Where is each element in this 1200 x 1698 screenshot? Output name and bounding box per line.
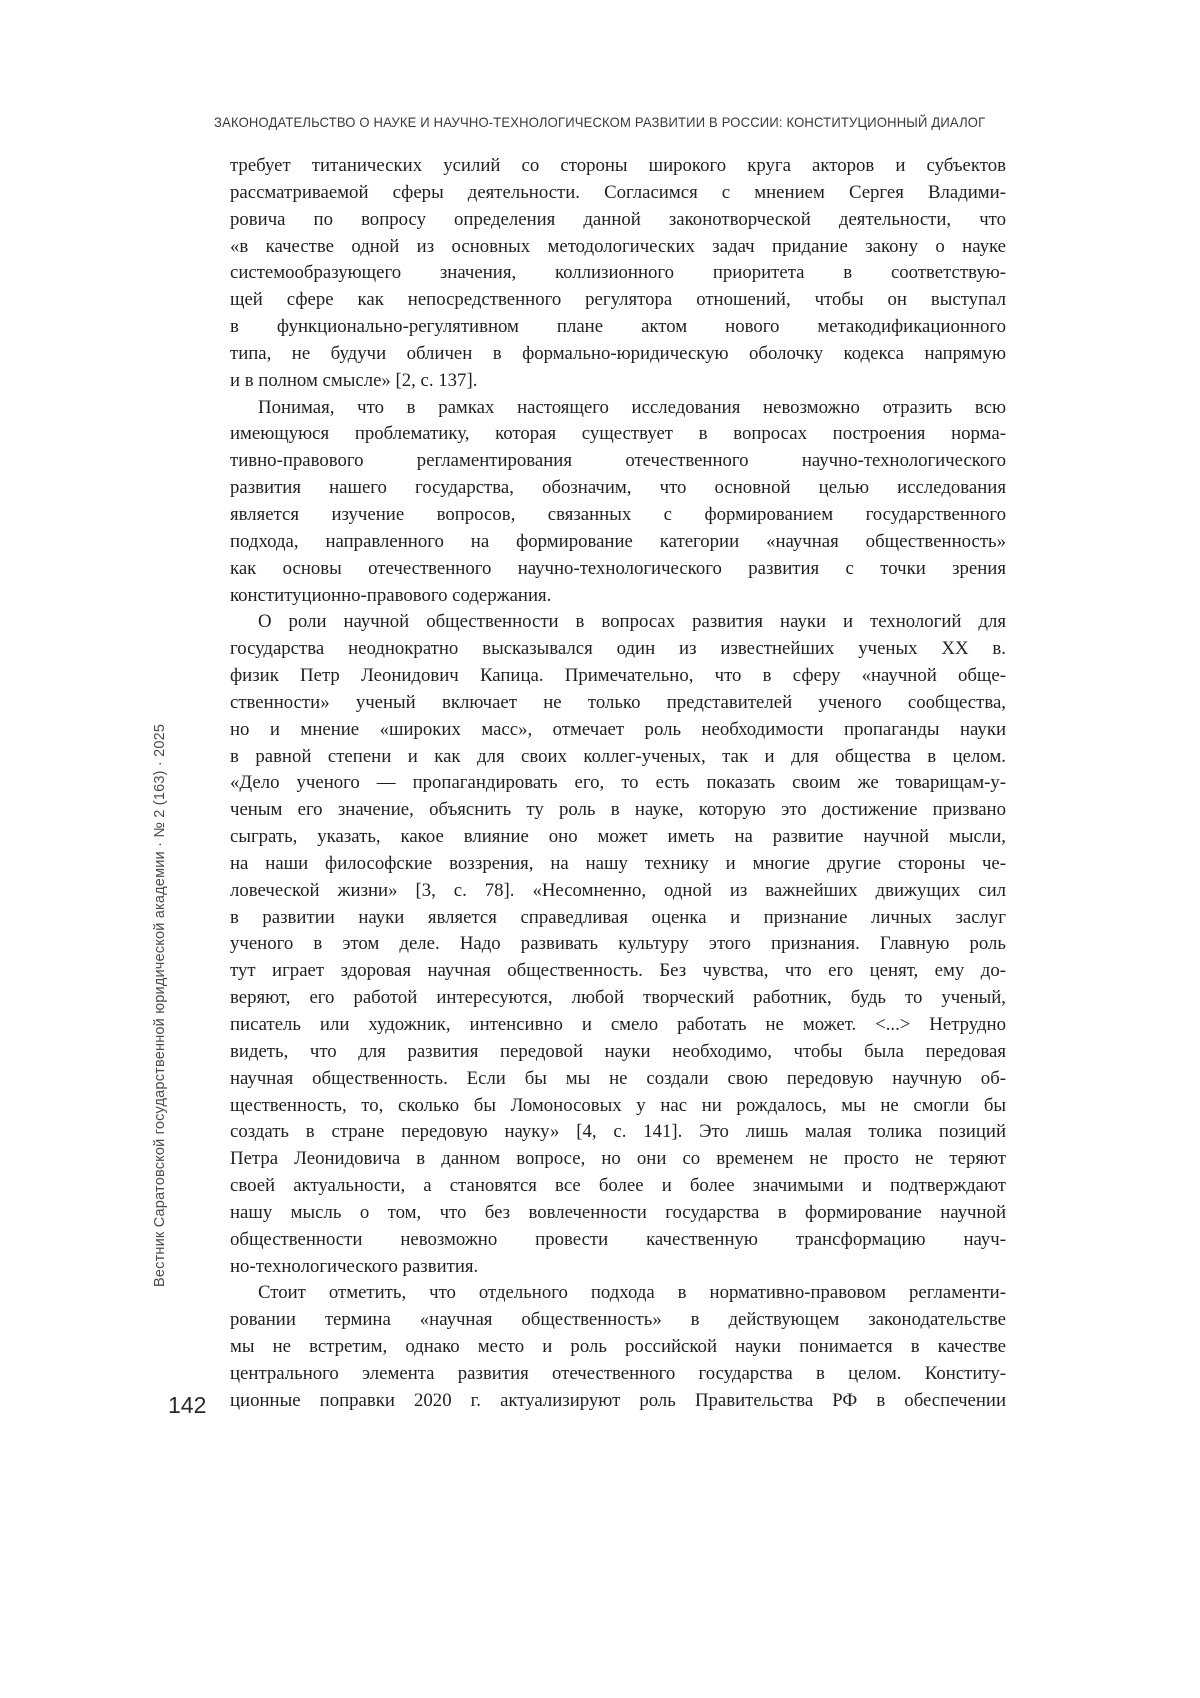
text-line: государства неоднократно высказывался один из известнейших ученых XX в. <box>230 638 1006 660</box>
text-line: в равной степени и как для своих коллег-ученых, так и для общества в целом. <box>230 745 1006 767</box>
text-line: Стоит отметить, что отдельного подхода в нормативно-правовом регламенти- <box>258 1282 1006 1304</box>
text-line: ционные поправки 2020 г. актуализируют роль Правительства РФ в обеспечении <box>230 1389 1006 1411</box>
text-line: сыграть, указать, какое влияние оно может иметь на развитие научной мысли, <box>230 826 1006 848</box>
text-line: своей актуальности, а становятся все более и более значимыми и подтверждают <box>230 1175 1006 1197</box>
text-line: видеть, что для развития передовой науки необходимо, чтобы была передовая <box>230 1040 1006 1062</box>
text-line: щей сфере как непосредственного регулятора отношений, чтобы он выступал <box>230 289 1006 311</box>
text-line: ровании термина «научная общественность» в действующем законодательстве <box>230 1309 1006 1331</box>
text-line: Петра Леонидовича в данном вопросе, но они со временем не просто не теряют <box>230 1148 1006 1170</box>
text-line: имеющуюся проблематику, которая существует в вопросах построения норма- <box>230 423 1006 445</box>
paragraph <box>230 1280 1006 1414</box>
text-line: физик Петр Леонидович Капица. Примечательно, что в сферу «научной обще- <box>230 665 1006 687</box>
text-line: ученого в этом деле. Надо развивать культуру этого признания. Главную роль <box>230 933 1006 955</box>
text-line: является изучение вопросов, связанных с формированием государственного <box>230 503 1006 525</box>
page-number: 142 <box>168 1392 207 1418</box>
text-line: но и мнение «широких масс», отмечает роль необходимости пропаганды науки <box>230 718 1006 740</box>
text-line: тут играет здоровая научная общественность. Без чувства, что его ценят, ему до- <box>230 960 1006 982</box>
text-line: научная общественность. Если бы мы не создали свою передовую научную об- <box>230 1067 1006 1089</box>
text-line: ровича по вопросу определения данной законотворческой деятельности, что <box>230 208 1006 230</box>
text-line: нашу мысль о том, что без вовлеченности государства в формирование научной <box>230 1201 1006 1223</box>
text-line: на наши философские воззрения, на нашу технику и многие другие стороны че- <box>230 852 1006 874</box>
text-line: ственности» ученый включает не только представителей ученого сообщества, <box>230 691 1006 713</box>
text-line: тивно-правового регламентирования отечественного научно-технологического <box>230 450 1006 472</box>
text-line: «в качестве одной из основных методологических задач придание закону о науке <box>230 235 1006 257</box>
text-line: системообразующего значения, коллизионного приоритета в соответствую- <box>230 262 1006 284</box>
article-body <box>230 153 1006 1415</box>
text-line: Понимая, что в рамках настоящего исследования невозможно отразить всю <box>258 396 1006 418</box>
paragraph <box>230 609 1006 1280</box>
text-line: конституционно-правового содержания. <box>230 584 552 606</box>
text-line: рассматриваемой сферы деятельности. Согласимся с мнением Сергея Владими- <box>230 181 1006 203</box>
journal-spine <box>152 713 188 1287</box>
running-header-text: ЗАКОНОДАТЕЛЬСТВО О НАУКЕ И НАУЧНО-ТЕХНОЛОГИЧЕСКОМ РАЗВИТИИ В РОССИИ: КОНСТИТУЦИОННЫЙ ДИАЛОГ <box>214 114 986 130</box>
text-line: мы не встретим, однако место и роль российской науки понимается в качестве <box>230 1336 1006 1358</box>
text-line: О роли научной общественности в вопросах развития науки и технологий для <box>258 611 1006 633</box>
text-line: и в полном смысле» [2, с. 137]. <box>230 369 478 391</box>
text-line: требует титанических усилий со стороны широкого круга акторов и субъектов <box>230 155 1006 176</box>
text-line: в развитии науки является справедливая оценка и признание личных заслуг <box>230 906 1006 928</box>
text-line: общественности невозможно провести качественную трансформацию науч- <box>230 1228 1006 1250</box>
text-line: ловеческой жизни» [3, с. 78]. «Несомненно, одной из важнейших движущих сил <box>230 879 1006 901</box>
text-line: создать в стране передовую науку» [4, с. 141]. Это лишь малая толика позиций <box>230 1121 1006 1143</box>
text-line: подхода, направленного на формирование категории «научная общественность» <box>230 530 1006 552</box>
text-line: развития нашего государства, обозначим, что основной целью исследования <box>230 477 1006 499</box>
text-line: щественность, то, сколько бы Ломоносовых у нас ни рождалось, мы не смогли бы <box>230 1094 1006 1116</box>
text-line: центрального элемента развития отечественного государства в целом. Конститу- <box>230 1362 1006 1384</box>
text-line: в функционально-регулятивном плане актом нового метакодификационного <box>230 316 1006 338</box>
journal-spine-label: Вестник Саратовской государственной юридической академии · № 2 (163) · 2025 <box>152 723 168 1287</box>
text-line: как основы отечественного научно-технологического развития с точки зрения <box>230 557 1006 579</box>
text-line: веряют, его работой интересуются, любой творческий работник, будь то ученый, <box>230 987 1006 1009</box>
text-line: «Дело ученого — пропагандировать его, то есть показать своим же товарищам-у- <box>230 772 1006 794</box>
paragraph <box>230 395 1006 610</box>
running-header <box>150 114 1050 130</box>
text-line: ченым его значение, объяснить ту роль в науке, которую это достижение призвано <box>230 799 1006 821</box>
text-line: типа, не будучи обличен в формально-юридическую оболочку кодекса напрямую <box>230 342 1006 364</box>
text-line: но-технологического развития. <box>230 1255 479 1277</box>
paragraph <box>230 153 1006 395</box>
text-line: писатель или художник, интенсивно и смело работать не может. <...> Нетрудно <box>230 1014 1006 1035</box>
